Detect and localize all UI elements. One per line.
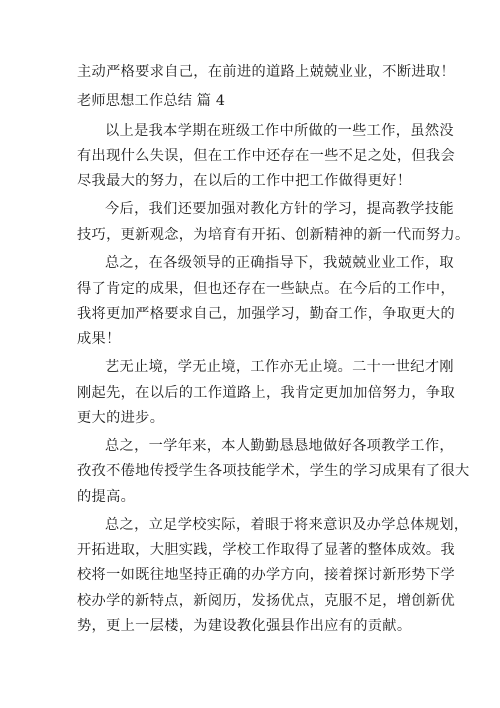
paragraph-line: 得了肯定的成果，但也还存在一些缺点。在今后的工作中， bbox=[77, 281, 455, 297]
paragraph-line: 以上是我本学期在班级工作中所做的一些工作，虽然没 bbox=[105, 123, 454, 139]
paragraph-line: 成果！ bbox=[77, 331, 121, 347]
section-heading: 老师思想工作总结 篇 4 bbox=[77, 93, 226, 109]
text-line: 主动严格要求自己，在前进的道路上兢兢业业，不断进取！ bbox=[77, 64, 455, 80]
paragraph-line: 刚起先，在以后的工作道路上，我肯定更加加倍努力，争取 bbox=[77, 385, 455, 401]
paragraph-line: 势，更上一层楼，为建设教化强县作出应有的贡献。 bbox=[77, 618, 412, 634]
paragraph-line: 总之，一学年来，本人勤勤恳恳地做好各项教学工作， bbox=[105, 438, 454, 454]
paragraph-line: 今后，我们还要加强对教化方针的学习，提高教学技能 bbox=[105, 201, 454, 217]
paragraph-line: 我将更加严格要求自己，加强学习，勤奋工作，争取更大的 bbox=[77, 306, 455, 322]
paragraph-line: 总之，在各级领导的正确指导下，我兢兢业业工作，取 bbox=[105, 255, 454, 271]
paragraph-line: 更大的进步。 bbox=[77, 410, 165, 426]
paragraph-line: 尽我最大的努力，在以后的工作中把工作做得更好！ bbox=[77, 173, 412, 189]
paragraph-line: 校办学的新特点，新阅历，发扬优点，克服不足，增创新优 bbox=[77, 593, 455, 609]
paragraph-line: 总之，立足学校实际，着眼于将来意识及办学总体规划， bbox=[105, 517, 469, 533]
paragraph-line: 有出现什么失误，但在工作中还存在一些不足之处，但我会 bbox=[77, 148, 455, 164]
paragraph-line: 技巧，更新观念，为培育有开拓、创新精神的新一代而努力。 bbox=[77, 227, 470, 243]
paragraph-line: 孜孜不倦地传授学生各项技能学术，学生的学习成果有了很大 bbox=[77, 463, 470, 479]
paragraph-line: 艺无止境，学无止境，工作亦无止境。二十一世纪才刚 bbox=[105, 359, 454, 375]
paragraph-line: 校将一如既往地坚持正确的办学方向，接着探讨新形势下学 bbox=[77, 567, 455, 583]
paragraph-line: 的提高。 bbox=[77, 489, 136, 505]
paragraph-line: 开拓进取，大胆实践，学校工作取得了显著的整体成效。我 bbox=[77, 542, 455, 558]
